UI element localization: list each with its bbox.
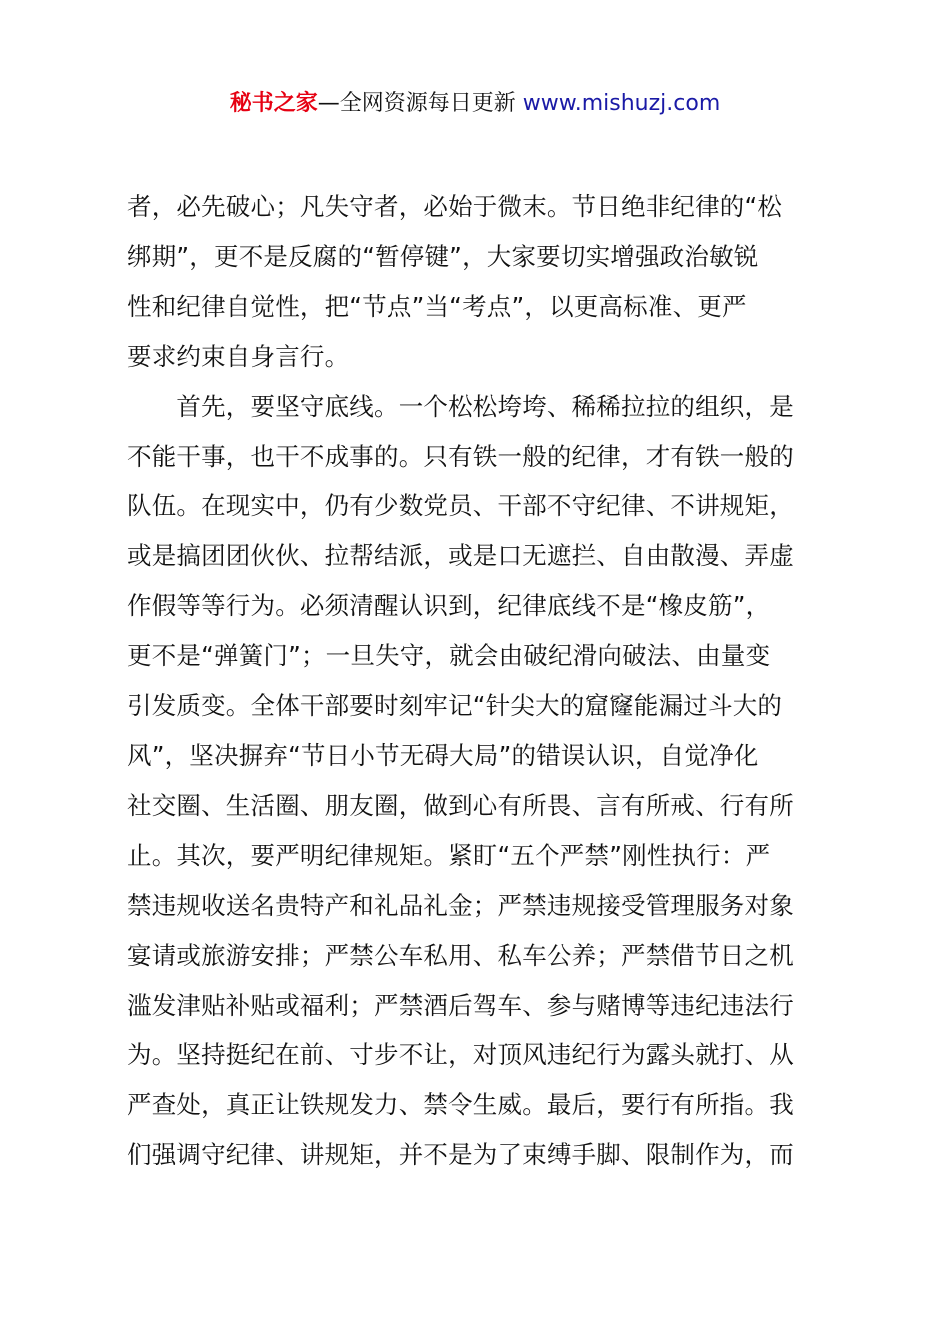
text-line: 为。坚持挺纪在前、寸步不让，对顶风违纪行为露头就打、从 [127,1040,794,1070]
text-line: 者，必先破心；凡失守者，必始于微末。节日绝非纪律的“松 [127,192,783,221]
text-line: 风”，坚决摒弃“节日小节无碍大局”的错误认识，自觉净化 [127,740,759,770]
text-line: 性和纪律自觉性，把“节点”当“考点”，以更高标准、更严 [127,291,747,321]
text-line: 引发质变。全体干部要时刻牢记“针尖大的窟窿能漏过斗大的 [127,691,783,721]
text-line: 绑期”，更不是反腐的“暂停键”，大家要切实增强政治敏锐 [127,241,759,271]
text-line: 们强调守纪律、讲规矩，并不是为了束缚手脚、限制作为，而 [127,1140,794,1170]
document-body [127,182,837,1180]
site-tagline: —全网资源每日更新 [317,91,523,116]
text-line: 滥发津贴补贴或福利；严禁酒后驾车、参与赌博等违纪违法行 [127,990,794,1020]
text-line: 严查处，真正让铁规发力、禁令生威。最后，要行有所指。我 [127,1090,794,1120]
text-line: 更不是“弹簧门”；一旦失守，就会由破纪滑向破法、由量变 [127,641,771,671]
text-line: 止。其次，要严明纪律规矩。紧盯“五个严禁”刚性执行：严 [127,840,771,870]
text-line: 队伍。在现实中，仍有少数党员、干部不守纪律、不讲规矩， [127,491,794,521]
text-line: 社交圈、生活圈、朋友圈，做到心有所畏、言有所戒、行有所 [127,790,794,820]
text-line: 要求约束自身言行。 [127,341,350,371]
text-line: 或是搞团团伙伙、拉帮结派，或是口无遮拦、自由散漫、弄虚 [127,541,794,571]
text-line: 宴请或旅游安排；严禁公车私用、私车公养；严禁借节日之机 [127,940,794,970]
text-line: 禁违规收送名贵特产和礼品礼金；严禁违规接受管理服务对象 [127,890,794,920]
paragraph-first-line: 首先，要坚守底线。一个松松垮垮、稀稀拉拉的组织，是 [127,391,794,421]
page-header [0,88,950,120]
site-brand: 秘书之家 [229,91,318,116]
text-line: 作假等等行为。必须清醒认识到，纪律底线不是“橡皮筋”， [127,591,771,621]
site-url-link[interactable]: www.mishuzj.com [522,91,721,116]
text-line: 不能干事，也干不成事的。只有铁一般的纪律，才有铁一般的 [127,441,794,471]
